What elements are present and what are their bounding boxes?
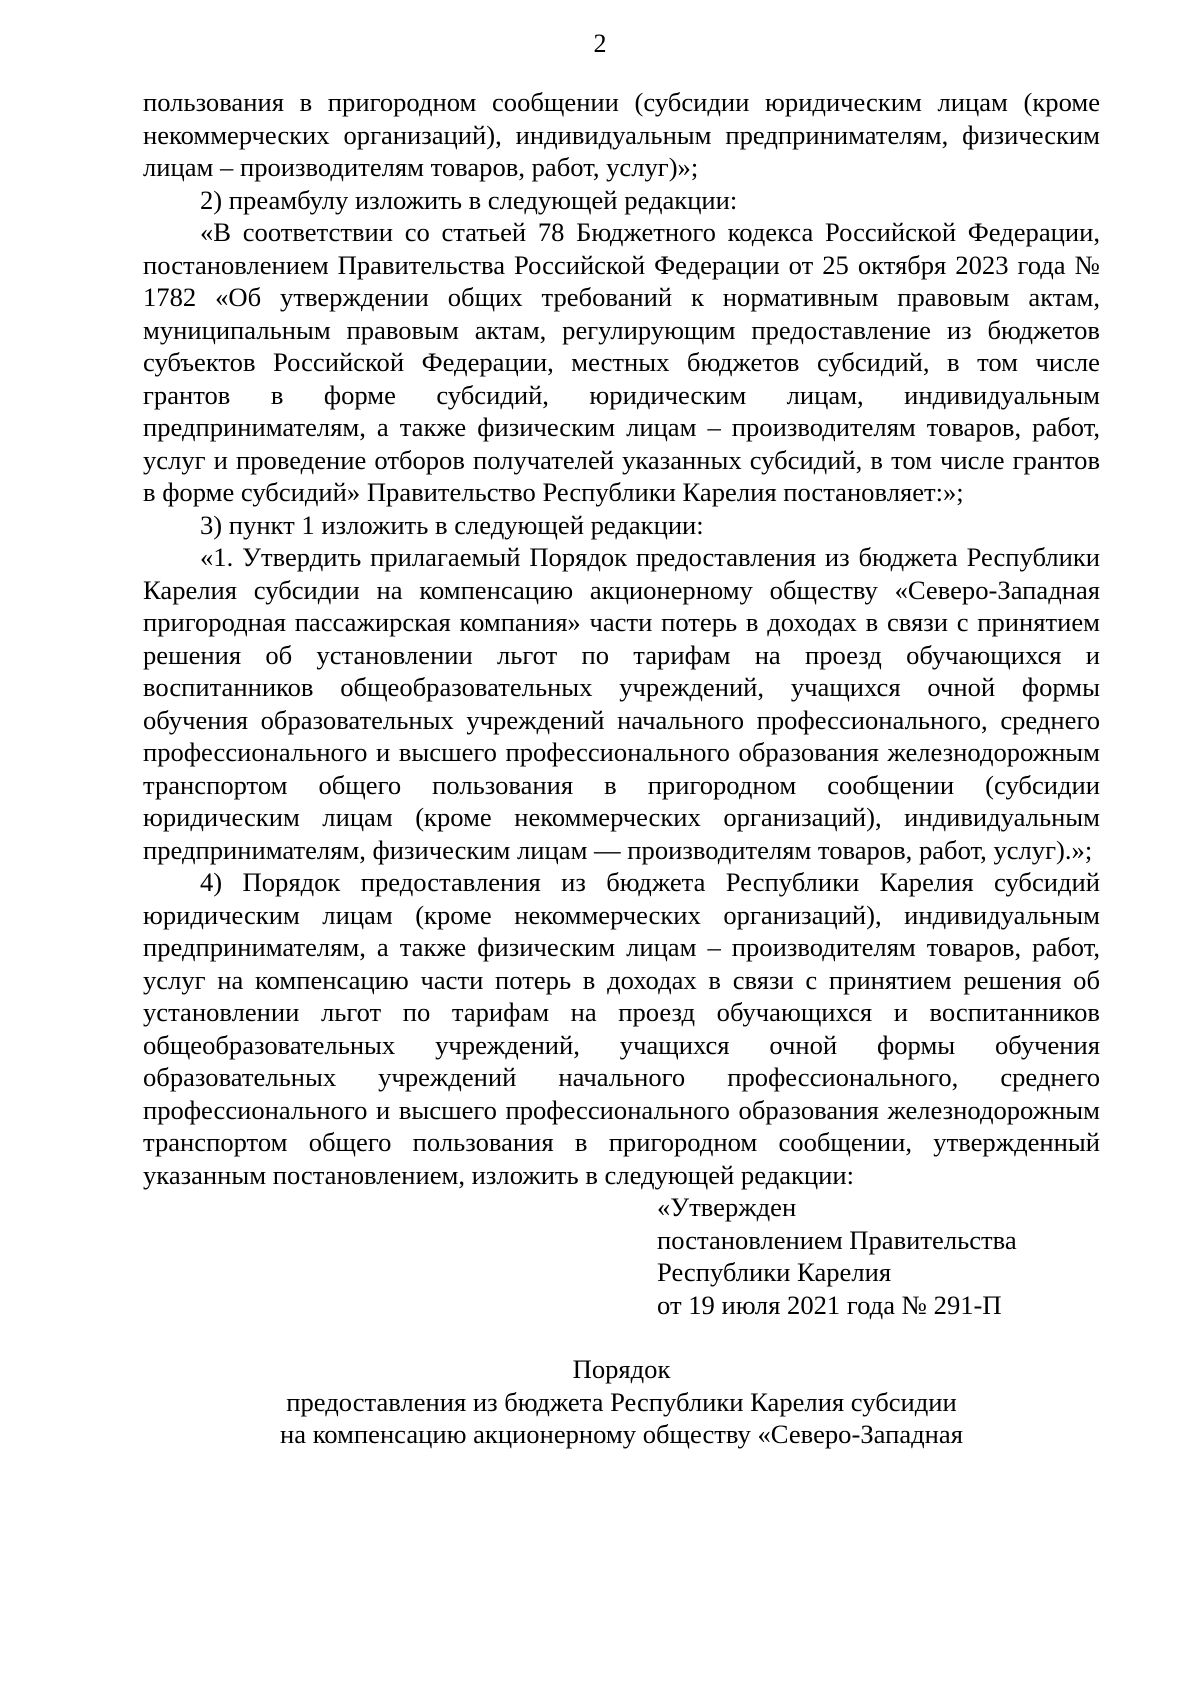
approval-stamp-block (657, 1191, 1100, 1321)
paragraph-continuation: пользования в пригородном сообщении (субсидии юридическим лицам (кроме некоммерческих организаций), индивидуальным предпринимателям, физическим лицам – производителям товаров, работ, услуг)»; (143, 87, 1100, 182)
approval-line: от 19 июля 2021 года № 291-П (657, 1289, 1002, 1320)
title-line: предоставления из бюджета Республики Карелия субсидии (286, 1386, 957, 1417)
paragraph-preamble-text: «В соответствии со статьей 78 Бюджетного кодекса Российской Федерации, постановлением Правительства Российской Федерации от 25 октября 2023 года № 1782 «Об утверждении общих требований к нормативным правовым актам, муниципальным правовым актам, регулирующим предоставление из бюджетов субъектов Российской Федерации, местных бюджетов субсидий, в том числе грантов в форме субсидий, юридическим лицам, индивидуальным предпринимателям, а также физическим лицам – производителям товаров, работ, услуг и проведение отборов получателей указанных субсидий, в том числе грантов в форме субсидий» Правительство Республики Карелия постановляет:»; (143, 217, 1100, 507)
title-line: Порядок (572, 1354, 671, 1384)
paragraph-item-3: 3) пункт 1 изложить в следующей редакции: (200, 509, 704, 540)
approval-line: «Утвержден (657, 1192, 797, 1222)
page-number: 2 (593, 29, 607, 58)
document-title (143, 1353, 1100, 1451)
paragraph-item-1-text: «1. Утвердить прилагаемый Порядок предоставления из бюджета Республики Карелия субсидии на компенсацию акционерному обществу «Северо-Западная пригородная пассажирская компания» части потерь в доходах в связи с принятием решения об установлении льгот по тарифам на проезд обучающихся и воспитанников общеобразовательных учреждений, учащихся очной формы обучения образовательных учреждений начального профессионального, среднего профессионального и высшего профессионального образования железнодорожным транспортом общего пользования в пригородном сообщении (субсидии юридическим лицам (кроме некоммерческих организаций), индивидуальным предпринимателям, физическим лицам — производителям товаров, работ, услуг).»; (143, 542, 1100, 865)
paragraph-item-2: 2) преамбулу изложить в следующей редакции: (200, 184, 738, 215)
document-body (143, 86, 1100, 1451)
paragraph-item-4: 4) Порядок предоставления из бюджета Республики Карелия субсидий юридическим лицам (кроме некоммерческих организаций), индивидуальным предпринимателям, а также физическим лицам – производителям товаров, работ, услуг на компенсацию части потерь в доходах в связи с принятием решения об установлении льгот по тарифам на проезд обучающихся и воспитанников общеобразовательных учреждений, учащихся очной формы обучения образовательных учреждений начального профессионального, среднего профессионального и высшего профессионального образования железнодорожным транспортом общего пользования в пригородном сообщении, утвержденный указанным постановлением, изложить в следующей редакции: (143, 867, 1100, 1190)
approval-line: Республики Карелия (657, 1257, 892, 1287)
title-line: на компенсацию акционерному обществу «Северо-Западная (280, 1419, 963, 1449)
approval-line: постановлением Правительства (657, 1224, 1017, 1255)
